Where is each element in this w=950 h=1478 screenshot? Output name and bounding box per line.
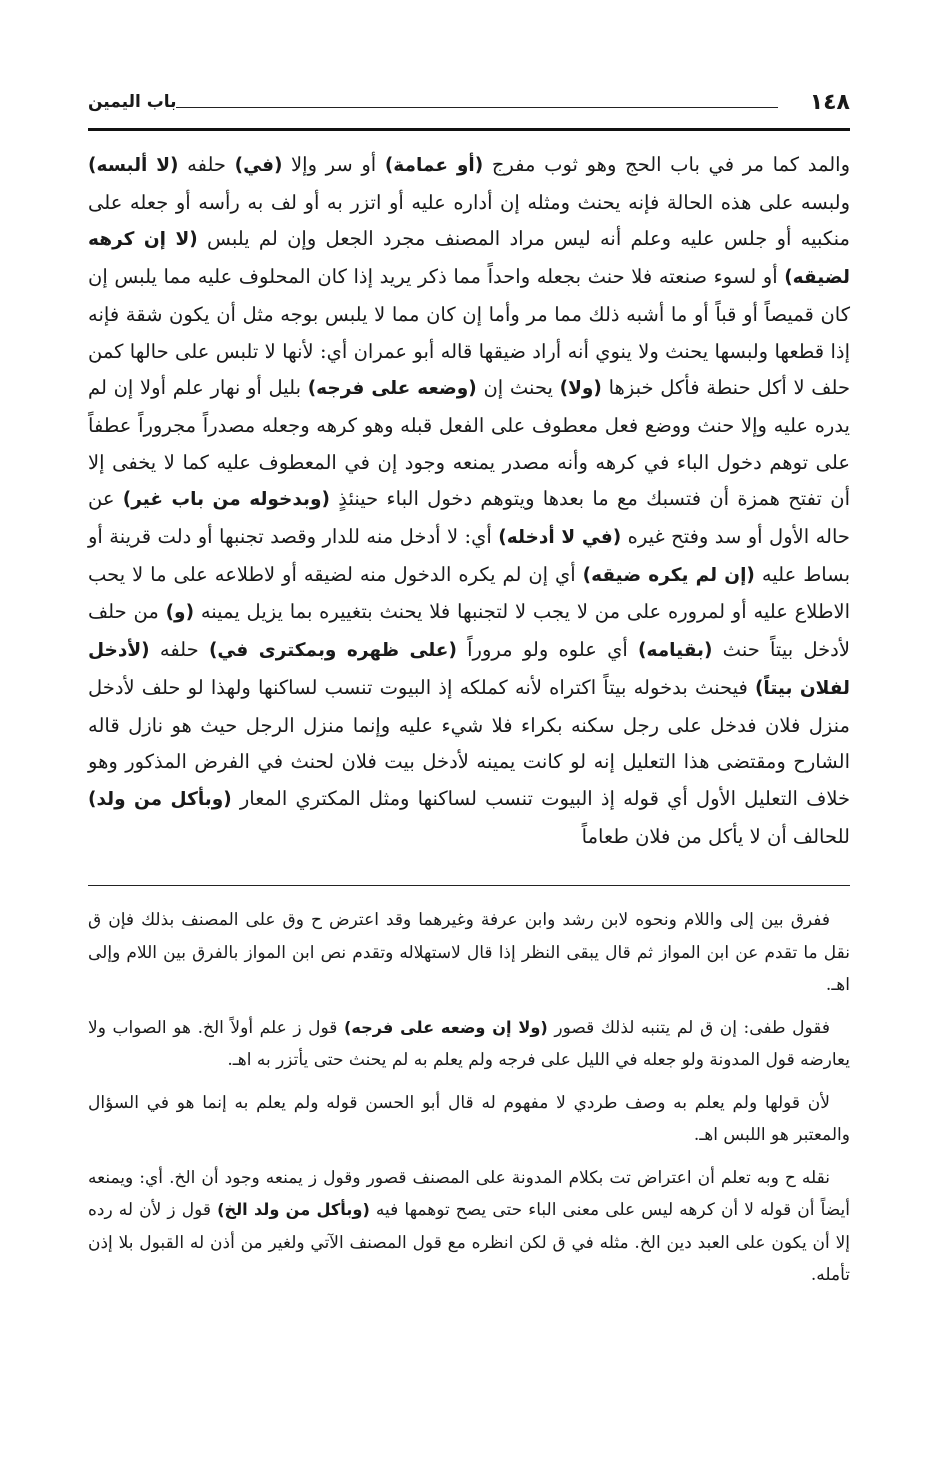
- header-line: [176, 107, 778, 108]
- chapter-title: باب اليمين: [88, 92, 177, 112]
- text-run: أي: لا أدخل منه للدار وقصد تجنبها أو دلت قرينة أو بساط عليه: [88, 525, 851, 586]
- bold-phrase: (لا ألبسه): [88, 155, 179, 176]
- text-run: بليل أو نهار علم أولا إن لم يدره عليه وإلا حنث ووضع فعل معطوف على الفعل قبله وهو كرهه وجعله مصدراً مجروراً عطفاً على توهم دخول الباء في كرهه وأنه مصدر يمنعه وجود إن في المعطوف عليه كما لا يخفى إلا أن تفتح همزة أن فتسبك مع ما بعدها ويتوهم دخول الباء حينئذٍ: [88, 376, 851, 511]
- bold-phrase: (لا إن كرهه لضيقه): [88, 229, 850, 289]
- text-run: لأن قولها ولم يعلم به وصف طردي لا مفهوم له قال أبو الحسن قوله ولم يعلم به إنما هو في السؤال والمعتبر هو اللبس اهـ.: [88, 1092, 850, 1146]
- bold-phrase: (في): [234, 155, 283, 176]
- bold-phrase: (لأدخل لفلان بيتاً): [88, 640, 850, 699]
- bold-phrase: (وبأكل من ولد): [88, 788, 232, 810]
- bold-phrase: (وضعه على فرجه): [307, 378, 477, 400]
- footnotes: [88, 904, 850, 1292]
- main-paragraph: [88, 147, 850, 855]
- book-page: [88, 90, 850, 1302]
- text-run: أو سر وإلا: [282, 153, 385, 176]
- text-run: أو لسوء صنعته فلا حنث بجعله واحداً مما ذكر يريد إذا كان المحلوف عليه مما يلبس إن كان قميصاً أو قباً أو ما أشبه ذلك مما مر وأما إن كان مما لا يلبس بوجه مثل أن يكون شقة فإنه إذا قطعها ولبسها يحنث ولا ينوي أنه أراد ضيقها قاله أبو عمران أي: لأنها لا تلبس على حالها كمن حلف لا أكل حنطة فأكل خبزها: [88, 265, 851, 400]
- footnote-paragraph: [88, 904, 850, 1002]
- bold-phrase: (وبدخوله من باب غير): [122, 489, 330, 511]
- footnote-paragraph: [88, 1162, 850, 1292]
- text-run: أي إن لم يكره الدخول منه لضيقه أو لاطلاعه على ما لا يحب الاطلاع عليه أو لمروره على من لا يجب لا لتجنبها فلا يحنث بتغييره بما يزيل يمينه: [88, 562, 850, 624]
- page-number: ١٤٨: [809, 90, 850, 115]
- text-run: للحالف أن لا يأكل من فلان طعاماً: [581, 824, 850, 848]
- text-run: قول ز علم أولاً الخ. هو الصواب ولا يعارضه قول المدونة ولو جعله في الليل على فرجه ولم يعلم به لم يحنث حتى يأتزر به اهـ.: [88, 1017, 850, 1071]
- footnote-paragraph: [88, 1087, 850, 1152]
- text-run: عن حاله الأول أو سد وفتح غيره: [88, 487, 850, 549]
- bold-phrase: (بقيامه): [638, 640, 713, 662]
- bold-phrase: (أو عمامة): [384, 155, 484, 176]
- header-rule: [88, 128, 850, 131]
- text-run: يحنث إن: [476, 376, 560, 400]
- text-run: حلفه: [178, 153, 235, 176]
- text-run: ففرق بين إلى واللام ونحوه لابن رشد وابن عرفة وغيرهما وقد اعترض ح وق على المصنف بذلك فإن ق نقل ما تقدم عن ابن المواز ثم قال يبقى النظر إذا قال لاستهلاله وتقدم نص ابن المواز بالفرق بين اللام وإلى اهـ.: [88, 910, 850, 996]
- text-run: فيحنث بدخوله بيتاً اكتراه لأنه كملكه إذ البيوت تنسب لساكنها ولهذا لو حلف لأدخل منزل فلان فدخل على رجل سكنه بكراء فلا شيء عليه وإنما منزل الرجل حيث هو نازل قاله الشارح ومقتضى هذا التعليل إنه لو كانت يمينه لأدخل بيت فلان لحنث في الفرض المذكور وهو خلاف التعليل الأول أي قوله إذ البيوت تنسب لساكنها ومثل المكتري المعار: [88, 675, 851, 810]
- bold-phrase: (وبأكل من ولد الخ): [217, 1200, 370, 1220]
- text-run: قول ز لأن له رده إلا أن يكون على العبد دين الخ. مثله في ق لكن انظره مع قول المصنف الآتي ولغير من أذن له القبول بلا إذن تأمله.: [88, 1200, 850, 1286]
- bold-phrase: (و): [165, 602, 195, 624]
- bold-phrase: (ولا إن وضعه على فرجه): [343, 1017, 548, 1037]
- text-run: ولبسه على هذه الحالة فإنه يحنث ومثله إن أداره عليه أو اتزر به أو لف به رأسه أو جعله على منكبيه أو جلس عليه وعلم أنه ليس مراد المصنف مجرد الجعل وإن لم يلبس: [88, 190, 850, 251]
- footnote-paragraph: [88, 1012, 850, 1077]
- bold-phrase: (على ظهره وبمكترى في): [208, 640, 457, 662]
- text-run: من حلف لأدخل بيتاً حنث: [88, 600, 850, 662]
- text-run: والمد كما مر في باب الحج وهو ثوب مفرج: [483, 153, 850, 176]
- bold-phrase: (في لا أدخله): [498, 527, 622, 549]
- bold-phrase: (ولا): [559, 378, 602, 400]
- main-text: [88, 147, 850, 855]
- text-run: نقله ح وبه تعلم أن اعتراض تت بكلام المدونة على المصنف قصور وقول ز يمنعه وجود أن الخ. أي: ويمنعه أيضاً أن قوله لا أن كرهه ليس على معنى الباء حتى يصح توهمها فيه: [88, 1167, 850, 1221]
- text-run: أي علوه ولو مروراً: [456, 638, 639, 662]
- page-header: [88, 90, 850, 124]
- bold-phrase: (إن لم يكره ضيقه): [582, 564, 755, 586]
- text-run: فقول طفى: إن ق لم يتنبه لذلك قصور: [547, 1017, 830, 1038]
- text-run: حلفه: [149, 638, 209, 662]
- footnote-separator: [88, 885, 850, 886]
